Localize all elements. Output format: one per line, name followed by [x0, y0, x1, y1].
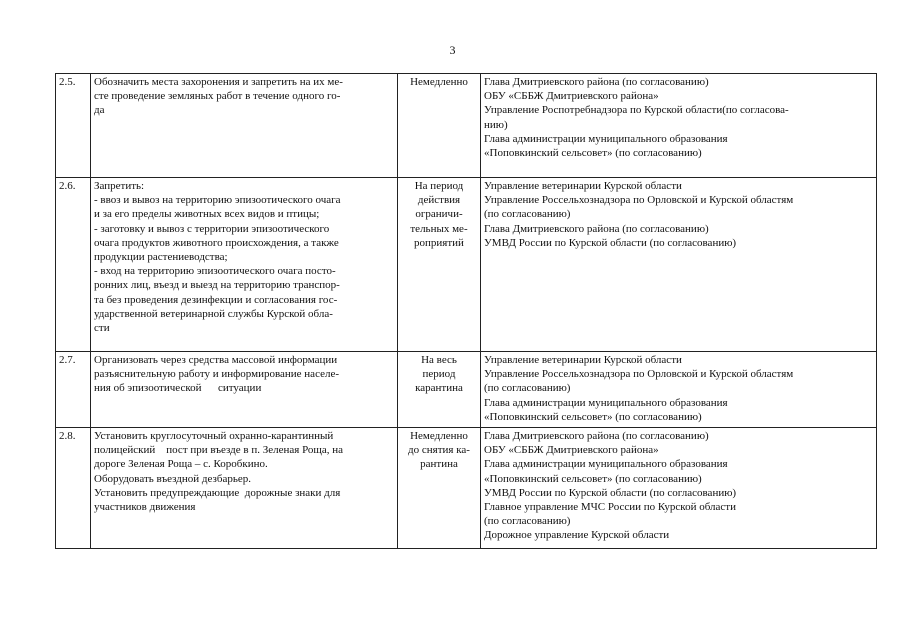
- measure-line: - заготовку и вывоз с территории эпизоотического: [94, 222, 330, 235]
- responsible-line: Главное управление МЧС России по Курской области: [484, 501, 736, 514]
- responsible-line: Глава администрации муниципального образования: [484, 458, 728, 471]
- term-line: Немедленно: [410, 76, 468, 88]
- measure-line: - вход на территорию эпизоотического очага посто-: [94, 265, 336, 278]
- table-row: [56, 178, 877, 352]
- row-number: 2.5.: [56, 74, 91, 178]
- measure-cell: [91, 352, 398, 428]
- measure-line: разъяснительную работу и информирование населе-: [94, 368, 339, 381]
- measure-line: полицейский пост при въезде в п. Зеленая Роща, на: [94, 444, 344, 457]
- measure-line: Запретить:: [94, 180, 145, 192]
- measure-line: - ввоз и вывоз на территорию эпизоотического очага: [94, 194, 341, 207]
- measure-line: Установить предупреждающие дорожные знаки для: [94, 486, 341, 499]
- measure-line: сте проведение земляных работ в течение одного го-: [94, 90, 341, 103]
- measure-line: и за его пределы животных всех видов и птицы;: [94, 208, 320, 221]
- term-line: рантина: [420, 458, 458, 471]
- measure-line: Организовать через средства массовой информации: [94, 354, 338, 366]
- responsible-line: УМВД России по Курской области (по согласованию): [484, 486, 737, 499]
- responsible-line: Глава администрации муниципального образования: [484, 132, 728, 145]
- responsible-line: Управление Роспотребнадзора по Курской области(по согласова-: [484, 104, 789, 117]
- responsible-line: (по согласованию): [484, 208, 571, 221]
- term-line: На период: [414, 180, 464, 192]
- measure-line: продукции растениеводства;: [94, 251, 228, 264]
- term-line: действия: [417, 194, 461, 207]
- measure-line: участников движения: [94, 501, 196, 514]
- responsible-cell: [481, 74, 877, 178]
- measure-line: ударственной ветеринарной службы Курской обла-: [94, 307, 333, 320]
- responsible-line: «Поповкинский сельсовет» (по согласованию): [484, 410, 702, 423]
- responsible-line: Глава Дмитриевского района (по согласованию): [484, 222, 709, 235]
- responsible-cell: [481, 428, 877, 549]
- responsible-line: Дорожное управление Курской области: [484, 529, 670, 542]
- term-line: Немедленно: [410, 430, 468, 443]
- measure-line: та без проведения дезинфекции и согласования гос-: [94, 293, 338, 306]
- measure-cell: [91, 74, 398, 178]
- responsible-line: УМВД России по Курской области (по согласованию): [484, 236, 737, 249]
- responsible-line: ОБУ «СББЖ Дмитриевского района»: [484, 444, 659, 457]
- responsible-line: ОБУ «СББЖ Дмитриевского района»: [484, 90, 659, 103]
- term-line: период: [422, 368, 456, 381]
- responsible-cell: [481, 352, 877, 428]
- term-cell: [398, 428, 481, 549]
- term-cell: [398, 352, 481, 428]
- measure-line: очага продуктов животного происхождения, а также: [94, 236, 339, 249]
- responsible-line: нию): [484, 118, 508, 131]
- responsible-line: Глава Дмитриевского района (по согласованию): [484, 76, 709, 88]
- responsible-line: (по согласованию): [484, 515, 571, 528]
- measure-cell: [91, 178, 398, 352]
- table-row: [56, 74, 877, 178]
- page-number: 3: [449, 43, 456, 57]
- measure-line: сти: [94, 322, 110, 335]
- term-line: тельных ме-: [410, 222, 468, 235]
- term-line: На весь: [421, 354, 457, 366]
- responsible-line: Управление Россельхознадзора по Орловской и Курской областям: [484, 368, 794, 381]
- responsible-line: Управление ветеринарии Курской области: [484, 180, 682, 192]
- responsible-line: Управление Россельхознадзора по Орловской и Курской областям: [484, 194, 794, 207]
- term-line: до снятия ка-: [408, 444, 470, 457]
- term-line: карантина: [415, 382, 463, 395]
- responsible-line: (по согласованию): [484, 382, 571, 395]
- term-line: ограничи-: [415, 208, 463, 221]
- measure-cell: [91, 428, 398, 549]
- measure-line: Обозначить места захоронения и запретить на их ме-: [94, 76, 343, 88]
- row-number: 2.8.: [56, 428, 91, 549]
- measure-line: ния об эпизоотической ситуации: [94, 382, 262, 395]
- term-line: роприятий: [414, 236, 464, 249]
- responsible-cell: [481, 178, 877, 352]
- responsible-line: «Поповкинский сельсовет» (по согласованию): [484, 472, 702, 485]
- row-number: 2.7.: [56, 352, 91, 428]
- measure-line: Установить круглосуточный охранно-карантинный: [94, 430, 334, 443]
- responsible-line: Глава Дмитриевского района (по согласованию): [484, 430, 709, 443]
- term-cell: [398, 178, 481, 352]
- measures-table: [55, 73, 877, 549]
- measure-line: Оборудовать въездной дезбарьер.: [94, 472, 251, 485]
- measure-line: ронних лиц, въезд и выезд на территорию транспор-: [94, 279, 340, 292]
- row-number: 2.6.: [56, 178, 91, 352]
- table-row: [56, 428, 877, 549]
- table-row: [56, 352, 877, 428]
- term-cell: [398, 74, 481, 178]
- responsible-line: Управление ветеринарии Курской области: [484, 354, 682, 366]
- measure-line: да: [94, 104, 105, 117]
- responsible-line: Глава администрации муниципального образования: [484, 396, 728, 409]
- responsible-line: «Поповкинский сельсовет» (по согласованию): [484, 147, 702, 160]
- measure-line: дороге Зеленая Роща – с. Коробкино.: [94, 458, 268, 471]
